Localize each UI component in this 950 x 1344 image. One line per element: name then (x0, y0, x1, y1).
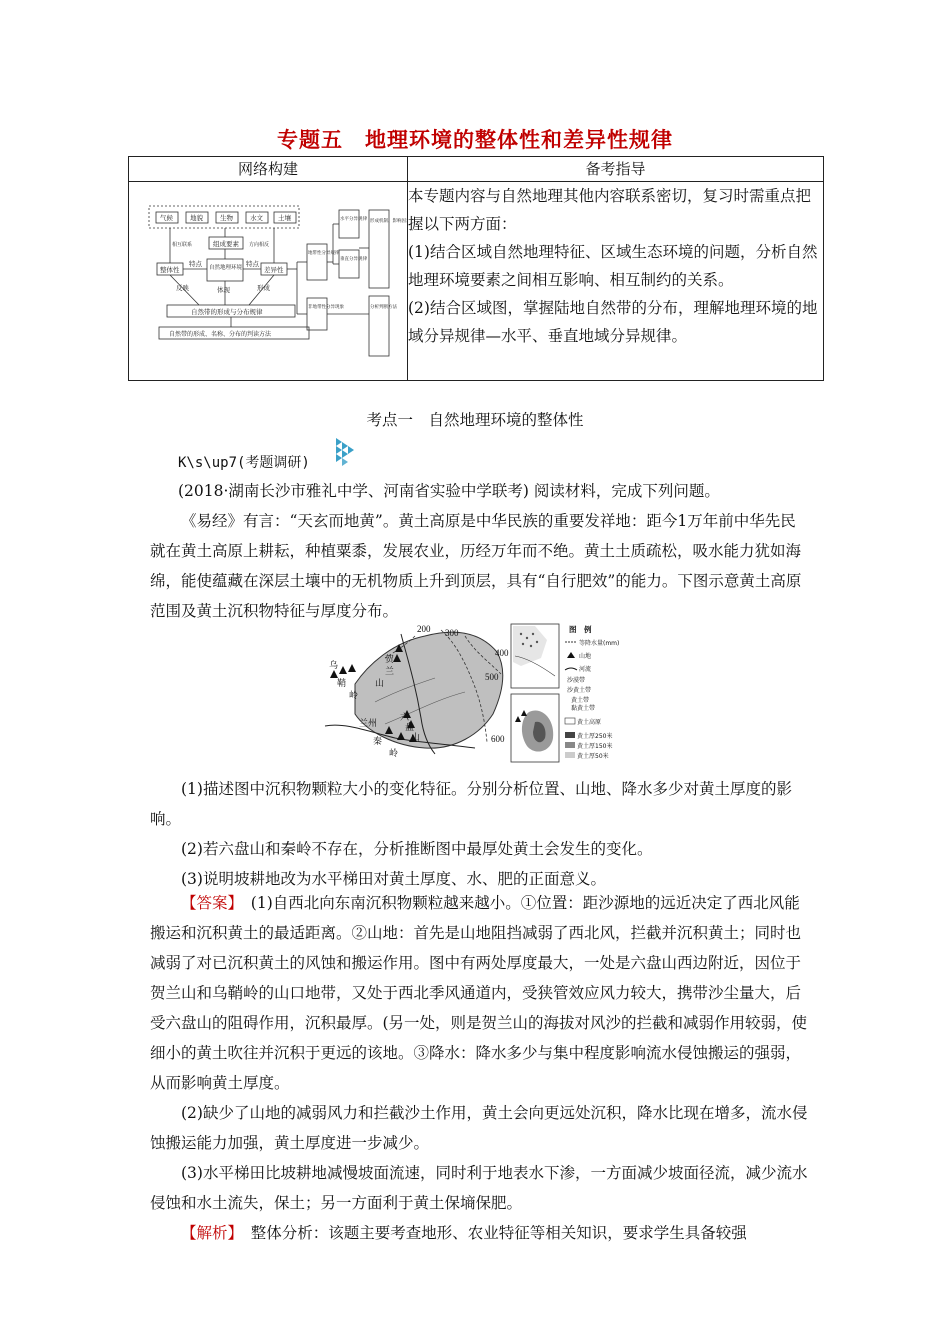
diagram-diff-law: 地带性分异规律 (308, 251, 340, 256)
diagram-vertical: 垂直分异规律 (340, 257, 367, 262)
diagram-climate: 气候 (160, 214, 173, 222)
guide-line: (1)结合区域自然地理特征、区域生态环境的问题，分析自然地理环境要素之间相互影响、相互制约的关系。 (408, 243, 818, 289)
place-ling: 岭 (349, 690, 359, 700)
legend-title: 图 例 (569, 625, 592, 634)
material-block (150, 476, 810, 626)
place-shan2: 山 (411, 732, 421, 742)
loess-map-figure (315, 622, 637, 766)
isoline-500: 500 (485, 672, 499, 682)
diagram-right-note: 形成 (257, 284, 270, 292)
analysis-text: 整体分析：该题主要考查地形、农业特征等相关知识，要求学生具备较强 (250, 1224, 747, 1242)
place-wu: 乌 (329, 660, 339, 670)
diagram-method: 自然带的形成、名称、分布的判读方法 (169, 331, 272, 338)
isoline-400: 400 (495, 648, 509, 658)
place-lan: 兰 (385, 666, 395, 676)
isoline-600: 600 (491, 734, 505, 744)
place-qin: 秦 (373, 736, 383, 746)
legend-150: 黄土厚150米 (577, 743, 613, 750)
guide-line: (2)结合区域图，掌握陆地自然带的分布，理解地理环境的地域分异规律—水平、垂直地域分异规律。 (408, 299, 818, 345)
material-paragraph: 《易经》有言：“天玄而地黄”。黄土高原是中华民族的重要发祥地：距今1万年前中华先民就在黄土高原上耕耘，种植粟黍，发展农业，历经万年而不绝。黄土土质疏松，吸水能力犹如海绵，能使蕴藏在深层土壤中的无机物质上升到顶层，具有“自行肥效”的能力。下图示意黄土高原范围及黄土沉积物特征与厚度分布。 (150, 512, 802, 620)
loess-map (315, 622, 637, 766)
legend-mountain: 山地 (579, 653, 592, 660)
question-2: (2)若六盘山和秦岭不存在，分析推断图中最厚处黄土会发生的变化。 (181, 840, 653, 858)
legend-250: 黄土厚250米 (577, 733, 613, 740)
diagram-core: 自然地理环境 (209, 265, 243, 271)
legend-river: 河流 (579, 666, 592, 673)
diagram-formation: 形成机制、影响因素 (370, 219, 407, 224)
place-lanzhou: 兰州 (359, 718, 378, 728)
question-1: (1)描述图中沉积物颗粒大小的变化特征。分别分析位置、山地、降水多少对黄土厚度的影响。 (150, 780, 792, 828)
legend-sandy-loess: 沙黄土带 (567, 687, 592, 694)
answer-3: (3)水平梯田比坡耕地减慢坡面流速，同时利于地表水下渗，一方面减少坡面径流，减少流水侵蚀和水土流失，保土；另一方面利于黄土保墒保肥。 (150, 1164, 808, 1212)
answer-2: (2)缺少了山地的减弱风力和拦截沙土作用，黄土会向更远处沉积，降水比现在增多，流水侵蚀搬运能力加强，黄土厚度进一步减少。 (150, 1104, 808, 1152)
isoline-200: 200 (417, 624, 431, 634)
place-qiao: 鞘 (337, 678, 347, 688)
diagram-feature-left: 特点 (189, 260, 202, 268)
col-header-guide: 备考指导 (408, 157, 824, 182)
place-pan: 盘 (405, 722, 415, 732)
diagram-law: 自然带的形成与分布规律 (191, 308, 263, 316)
diagram-landform: 地貌 (190, 214, 203, 222)
concept-diagram (129, 182, 407, 376)
analysis-label: 【解析】 (181, 1224, 236, 1242)
diagram-mutual: 相互联系 (172, 242, 193, 248)
guide-cell (408, 182, 824, 381)
answer-1: (1)自西北向东南沉积物颗粒越来越小。①位置：距沙源地的远近决定了西北风能搬运和沉积黄土的最适距离。②山地：首先是山地阻挡减弱了西北风，拦截并沉积黄土；同时也减弱了对已沉积黄土的风蚀和搬运作用。图中有两处厚度最大，一处是六盘山西边附近，因位于贺兰山和乌鞘岭的山口地带，又处于西北季风通道内，受狭管效应风力较大，携带沙尘量大，后受六盘山的阻碍作用，沉积最厚。(另一处，则是贺兰山的海拔对风沙的拦截和减弱作用较弱，使细小的黄土吹往并沉积于更远的该地。③降水：降水多少与集中程度影响流水侵蚀搬运的强弱，从而影响黄土厚度。 (150, 894, 808, 1092)
place-shan: 山 (375, 678, 385, 688)
col-header-network: 网络构建 (129, 157, 408, 182)
diagram-dir-note: 方向相反 (249, 242, 270, 248)
diagram-horizontal: 水平分异规律 (340, 217, 367, 222)
answer-label: 【答案】 (181, 894, 236, 912)
section-title: 考点一 自然地理环境的整体性 (366, 411, 584, 429)
legend-desert: 沙漠带 (567, 677, 586, 684)
questions-block (150, 774, 810, 894)
legend-loess: 黄土带 (571, 697, 590, 704)
diagram-analysis: 分析判断方法 (370, 305, 397, 310)
diagram-biology: 生物 (220, 214, 233, 222)
diagram-components: 组成要素 (213, 240, 239, 248)
question-3: (3)说明坡耕地改为水平梯田对黄土厚度、水、肥的正面意义。 (181, 870, 606, 888)
diagram-left-note: 反映 (176, 284, 189, 292)
legend-clay-loess: 黏黄土带 (571, 705, 596, 712)
concept-diagram-cell (129, 182, 408, 381)
diagram-whole: 整体性 (160, 266, 180, 274)
place-ling2: 岭 (389, 748, 399, 758)
diagram-non-zonal: 非地带性分异现象 (308, 305, 344, 310)
diagram-embody: 体现 (217, 286, 230, 294)
place-he: 贺 (385, 654, 395, 664)
page-title: 专题五 地理环境的整体性和差异性规律 (277, 127, 673, 152)
diagram-feature-right: 特点 (246, 260, 259, 268)
source-line: (2018·湖南长沙市雅礼中学、河南省实验中学联考) 阅读材料，完成下列问题。 (178, 482, 720, 500)
isoline-300: 300 (445, 628, 459, 638)
legend-plateau: 黄土高原 (577, 719, 602, 726)
diagram-diff: 差异性 (264, 266, 284, 274)
exam-tag: K\s\up7(考题调研) (178, 455, 310, 471)
answer-block (150, 888, 810, 1248)
overview-table (128, 156, 824, 381)
legend-precip: 等降水量(mm) (579, 640, 620, 647)
guide-line: 本专题内容与自然地理其他内容联系密切，复习时需重点把握以下两方面： (408, 187, 812, 233)
diagram-hydrology: 水文 (250, 214, 263, 222)
triangle-arrows-icon (334, 436, 358, 470)
legend-50: 黄土厚50米 (577, 753, 609, 760)
place-liu: 六 (400, 712, 410, 722)
diagram-soil: 土壤 (278, 214, 291, 222)
